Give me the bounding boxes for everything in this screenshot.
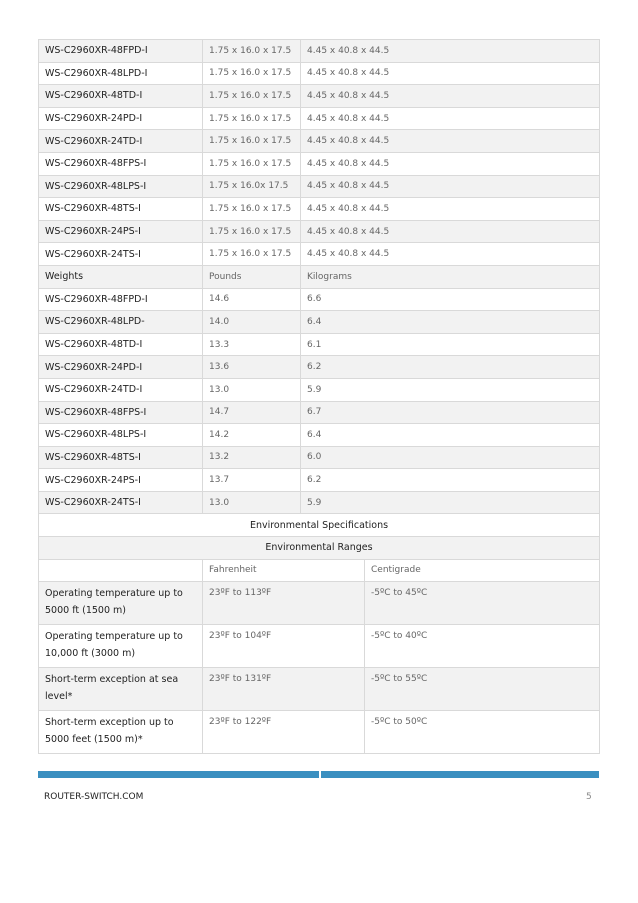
fahrenheit-cell: 23ºF to 131ºF [203,668,365,711]
env-ranges-title: Environmental Ranges [39,537,600,560]
weight-row [39,469,600,492]
model-cell: WS-C2960XR-48LPD- [39,311,203,334]
dimension-row [39,243,600,266]
condition-cell: Operating temperature up to 5000 ft (1500 m) [39,582,203,625]
env-row [39,668,600,711]
pounds-cell: 13.6 [203,356,301,379]
inches-cell: 1.75 x 16.0 x 17.5 [203,198,301,221]
dimension-row [39,198,600,221]
fahrenheit-header: Fahrenheit [203,559,365,582]
centimeters-cell: 4.45 x 40.8 x 44.5 [301,198,600,221]
kilograms-cell: 6.0 [301,446,600,469]
weight-row [39,401,600,424]
pounds-cell: 13.2 [203,446,301,469]
pounds-cell: 14.6 [203,288,301,311]
env-title: Environmental Specifications [39,514,600,537]
kilograms-header: Kilograms [301,265,600,288]
kilograms-cell: 6.7 [301,401,600,424]
model-cell: WS-C2960XR-24PS-I [39,220,203,243]
inches-cell: 1.75 x 16.0 x 17.5 [203,62,301,85]
model-cell: WS-C2960XR-48TS-I [39,446,203,469]
kilograms-cell: 6.4 [301,311,600,334]
pounds-cell: 14.2 [203,424,301,447]
kilograms-cell: 6.6 [301,288,600,311]
weight-row [39,378,600,401]
footer-bar-divider [319,771,321,778]
model-cell: WS-C2960XR-48LPS-I [39,424,203,447]
pounds-cell: 14.0 [203,311,301,334]
kilograms-cell: 6.4 [301,424,600,447]
weight-row [39,333,600,356]
fahrenheit-cell: 23ºF to 113ºF [203,582,365,625]
centigrade-cell: -5ºC to 55ºC [365,668,600,711]
centigrade-cell: -5ºC to 50ºC [365,711,600,754]
env-title-row [39,514,600,537]
dimension-row [39,130,600,153]
model-cell: WS-C2960XR-24TD-I [39,378,203,401]
condition-cell: Short-term exception up to 5000 feet (1500 m)* [39,711,203,754]
pounds-cell: 13.0 [203,491,301,514]
inches-cell: 1.75 x 16.0 x 17.5 [203,130,301,153]
model-cell: WS-C2960XR-48TD-I [39,333,203,356]
inches-cell: 1.75 x 16.0 x 17.5 [203,152,301,175]
pounds-cell: 13.3 [203,333,301,356]
env-columns-row [39,559,600,582]
weights-label: Weights [39,265,203,288]
inches-cell: 1.75 x 16.0 x 17.5 [203,85,301,108]
centimeters-cell: 4.45 x 40.8 x 44.5 [301,175,600,198]
model-cell: WS-C2960XR-48LPD-I [39,62,203,85]
weight-row [39,491,600,514]
weight-row [39,424,600,447]
page-number: 5 [586,792,592,802]
model-cell: WS-C2960XR-24TD-I [39,130,203,153]
env-row [39,711,600,754]
fahrenheit-cell: 23ºF to 104ºF [203,625,365,668]
env-row [39,625,600,668]
condition-cell: Operating temperature up to 10,000 ft (3000 m) [39,625,203,668]
model-cell: WS-C2960XR-48FPS-I [39,401,203,424]
inches-cell: 1.75 x 16.0 x 17.5 [203,220,301,243]
centimeters-cell: 4.45 x 40.8 x 44.5 [301,130,600,153]
dimension-row [39,220,600,243]
weight-row [39,446,600,469]
inches-cell: 1.75 x 16.0x 17.5 [203,175,301,198]
pounds-cell: 14.7 [203,401,301,424]
centigrade-cell: -5ºC to 45ºC [365,582,600,625]
inches-cell: 1.75 x 16.0 x 17.5 [203,107,301,130]
centimeters-cell: 4.45 x 40.8 x 44.5 [301,85,600,108]
centigrade-header: Centigrade [365,559,600,582]
model-cell: WS-C2960XR-24PS-I [39,469,203,492]
footer-site: ROUTER-SWITCH.COM [44,792,144,802]
weight-row [39,288,600,311]
weights-header-row [39,265,600,288]
centimeters-cell: 4.45 x 40.8 x 44.5 [301,220,600,243]
model-cell: WS-C2960XR-24TS-I [39,491,203,514]
kilograms-cell: 5.9 [301,378,600,401]
centimeters-cell: 4.45 x 40.8 x 44.5 [301,107,600,130]
inches-cell: 1.75 x 16.0 x 17.5 [203,243,301,266]
model-cell: WS-C2960XR-24PD-I [39,356,203,379]
weight-row [39,356,600,379]
env-ranges-row [39,537,600,560]
weight-row [39,311,600,334]
pounds-cell: 13.7 [203,469,301,492]
kilograms-cell: 6.2 [301,356,600,379]
centimeters-cell: 4.45 x 40.8 x 44.5 [301,40,600,63]
dimension-row [39,85,600,108]
pounds-cell: 13.0 [203,378,301,401]
model-cell: WS-C2960XR-48FPS-I [39,152,203,175]
dimension-row [39,40,600,63]
inches-cell: 1.75 x 16.0 x 17.5 [203,40,301,63]
dimension-row [39,107,600,130]
spec-table [38,39,600,754]
dimension-row [39,62,600,85]
footer-bar [38,771,599,778]
dimension-row [39,175,600,198]
env-row [39,582,600,625]
kilograms-cell: 6.1 [301,333,600,356]
model-cell: WS-C2960XR-48FPD-I [39,288,203,311]
model-cell: WS-C2960XR-24TS-I [39,243,203,266]
centimeters-cell: 4.45 x 40.8 x 44.5 [301,62,600,85]
empty-cell [39,559,203,582]
model-cell: WS-C2960XR-48FPD-I [39,40,203,63]
centimeters-cell: 4.45 x 40.8 x 44.5 [301,243,600,266]
model-cell: WS-C2960XR-24PD-I [39,107,203,130]
model-cell: WS-C2960XR-48TD-I [39,85,203,108]
pounds-header: Pounds [203,265,301,288]
dimension-row [39,152,600,175]
condition-cell: Short-term exception at sea level* [39,668,203,711]
kilograms-cell: 5.9 [301,491,600,514]
model-cell: WS-C2960XR-48LPS-I [39,175,203,198]
model-cell: WS-C2960XR-48TS-I [39,198,203,221]
fahrenheit-cell: 23ºF to 122ºF [203,711,365,754]
centigrade-cell: -5ºC to 40ºC [365,625,600,668]
centimeters-cell: 4.45 x 40.8 x 44.5 [301,152,600,175]
kilograms-cell: 6.2 [301,469,600,492]
